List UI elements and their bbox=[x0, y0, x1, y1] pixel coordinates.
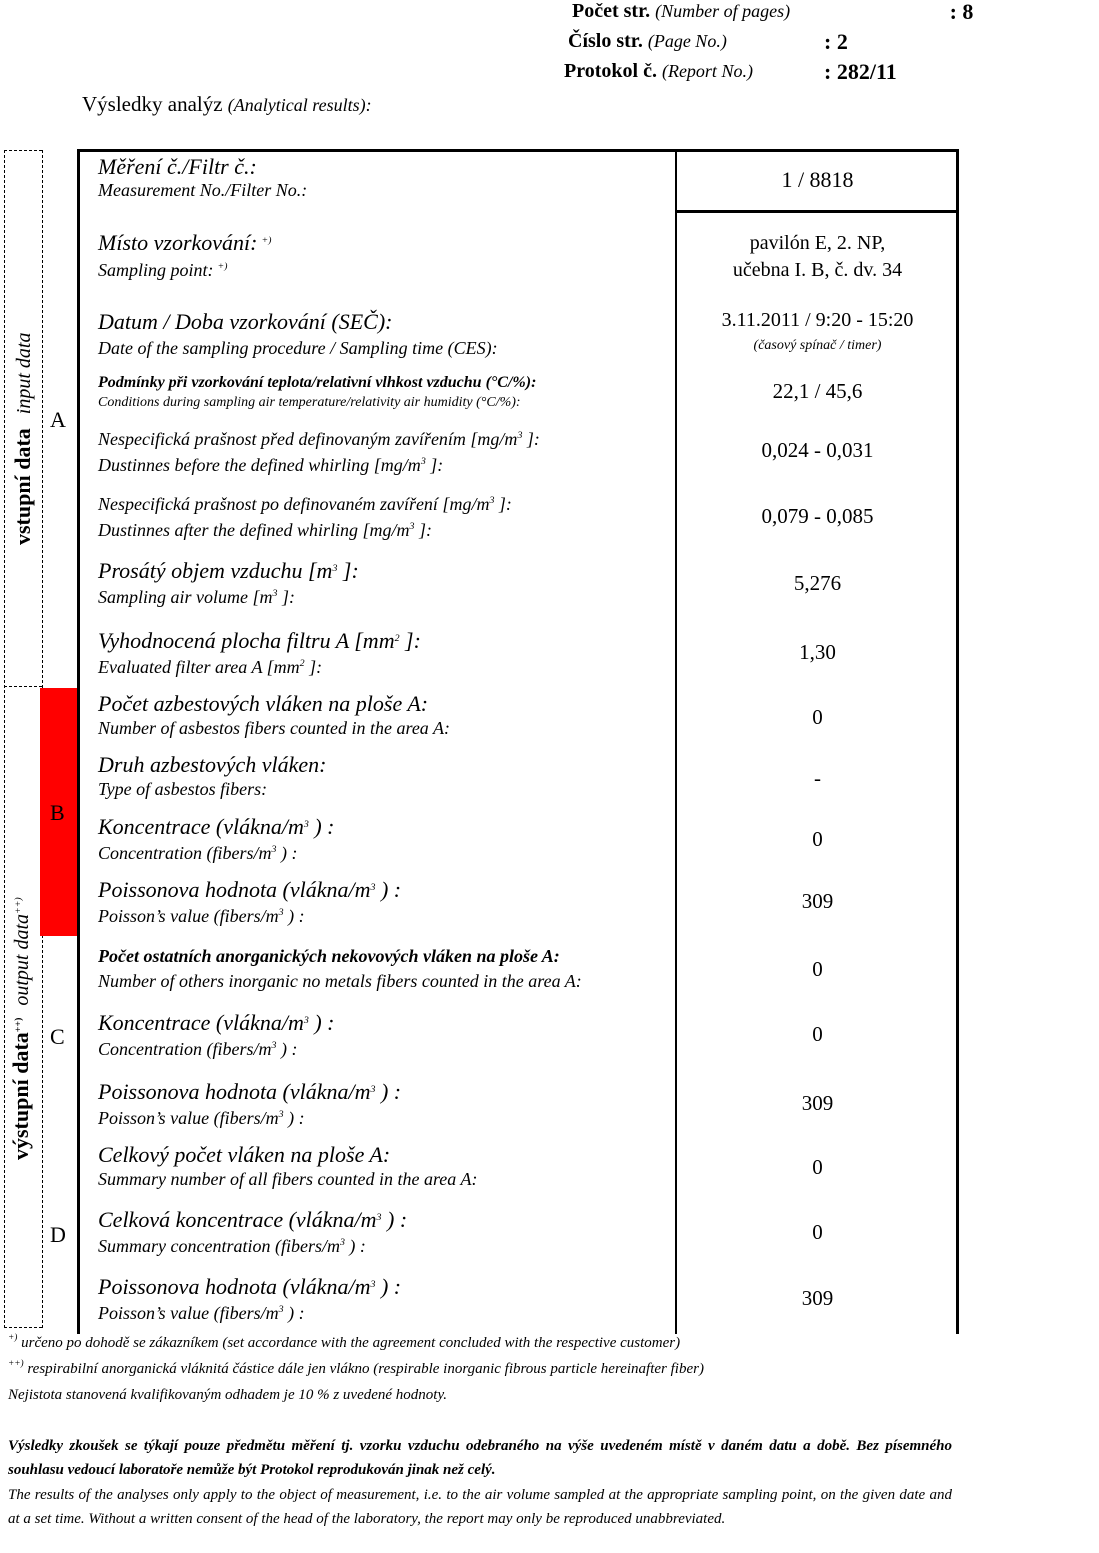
volume-en-sup: 3 bbox=[272, 587, 278, 599]
note-customer-sup: +) bbox=[8, 1333, 18, 1344]
results-title: Výsledky analýz bbox=[82, 92, 223, 116]
dust-after-cz-end: ]: bbox=[494, 494, 512, 514]
b-poisson-cz-end: ) : bbox=[375, 877, 402, 902]
pages-en: (Number of pages) bbox=[655, 1, 791, 21]
c-poisson-cz: Poissonova hodnota (vlákna/m bbox=[98, 1079, 371, 1104]
date-cz: Datum / Doba vzorkování (SEČ): bbox=[98, 309, 393, 334]
measurement-cz: Měření č./Filtr č.: bbox=[98, 154, 257, 179]
total-conc-cz-end: ) : bbox=[381, 1207, 408, 1232]
volume-value: 5,276 bbox=[793, 571, 842, 595]
page-no-label: Číslo str. bbox=[568, 30, 643, 52]
note-fiber bbox=[8, 1361, 704, 1378]
c-conc-en-sup: 3 bbox=[271, 1039, 277, 1051]
dust-before-en-sup: 3 bbox=[420, 455, 426, 467]
c-conc-en-end: ) : bbox=[276, 1039, 298, 1059]
d-poisson-en: Poisson’s value (fibers/m bbox=[98, 1303, 279, 1323]
note-fiber-text: respirabilní anorganická vláknitá částice dále jen vlákno (respirable inorganic fibrous particle hereinafter fiber) bbox=[23, 1361, 704, 1377]
conditions-value: 22,1 / 45,6 bbox=[772, 379, 863, 403]
date-note: (časový spínač / timer) bbox=[753, 338, 882, 353]
conditions-en: Conditions during sampling air temperature/relativity air humidity (°C/%): bbox=[98, 395, 521, 410]
total-concentration-value: 0 bbox=[812, 1220, 823, 1244]
section-divider-dash bbox=[4, 686, 42, 687]
b-concentration-row bbox=[98, 814, 668, 864]
total-count-value: 0 bbox=[812, 1155, 823, 1179]
frame-top-dash bbox=[4, 150, 42, 151]
d-poisson-cz-end: ) : bbox=[375, 1274, 402, 1299]
dust-before-row bbox=[98, 429, 668, 476]
group-a-label: A bbox=[50, 407, 66, 432]
report-en: (Report No.) bbox=[661, 61, 753, 81]
c-poisson-en-end: ) : bbox=[283, 1108, 305, 1128]
table-top-border bbox=[77, 149, 958, 152]
asbestos-type-cz: Druh azbestových vláken: bbox=[98, 752, 327, 777]
c-conc-cz-end: ) : bbox=[308, 1010, 335, 1035]
note-customer bbox=[8, 1335, 680, 1352]
asbestos-type-row bbox=[98, 752, 668, 800]
page-no-en: (Page No.) bbox=[647, 31, 727, 51]
d-poisson-cz: Poissonova hodnota (vlákna/m bbox=[98, 1274, 371, 1299]
b-poisson-en-sup: 3 bbox=[278, 906, 284, 918]
area-value: 1,30 bbox=[799, 640, 836, 664]
place-row bbox=[98, 230, 668, 281]
pages-label: Počet str. bbox=[572, 0, 651, 22]
area-cz-sup: 2 bbox=[394, 632, 400, 644]
asbestos-count-cz: Počet azbestových vláken na ploše A: bbox=[98, 691, 429, 716]
c-poisson-value: 309 bbox=[801, 1091, 834, 1115]
page-no-row bbox=[568, 30, 727, 53]
d-poisson-cz-sup: 3 bbox=[370, 1278, 376, 1290]
output-cz-sup: ++) bbox=[12, 1017, 24, 1033]
group-b-label: B bbox=[50, 800, 65, 825]
date-value: 3.11.2011 / 9:20 - 15:20 bbox=[721, 309, 914, 331]
area-cz: Vyhodnocená plocha filtru A [mm bbox=[98, 628, 395, 653]
volume-row bbox=[98, 558, 668, 608]
total-conc-en: Summary concentration (fibers/m bbox=[98, 1236, 340, 1256]
place-value-line2: učebna I. B, č. dv. 34 bbox=[732, 259, 903, 281]
dust-after-cz-sup: 3 bbox=[489, 494, 495, 506]
c-poisson-en: Poisson’s value (fibers/m bbox=[98, 1108, 279, 1128]
asbestos-type-value: - bbox=[814, 766, 821, 790]
group-d-label: D bbox=[50, 1222, 66, 1247]
place-en: Sampling point: bbox=[98, 260, 214, 280]
b-conc-en-end: ) : bbox=[276, 843, 298, 863]
output-en-sup: ++) bbox=[12, 897, 24, 914]
c-poisson-row bbox=[98, 1079, 668, 1129]
measurement-en: Measurement No./Filter No.: bbox=[98, 180, 308, 200]
dust-after-en-sup: 3 bbox=[409, 520, 415, 532]
input-cz: vstupní data bbox=[10, 428, 35, 545]
page-no-value: : 2 bbox=[824, 29, 848, 54]
other-count-cz: Počet ostatních anorganických nekovových vláken na ploše A: bbox=[98, 946, 560, 966]
place-en-sup: +) bbox=[217, 260, 228, 272]
asbestos-count-value: 0 bbox=[812, 705, 823, 729]
table-right-border bbox=[956, 149, 959, 1334]
asbestos-type-en: Type of asbestos fibers: bbox=[98, 779, 268, 799]
b-concentration-value: 0 bbox=[812, 827, 823, 851]
area-en-end: ]: bbox=[304, 657, 323, 677]
dust-before-value: 0,024 - 0,031 bbox=[761, 438, 874, 462]
place-cz: Místo vzorkování: bbox=[98, 230, 258, 255]
footer-cz: Výsledky zkoušek se týkají pouze předmětu měření tj. vzorku vzduchu odebraného na výše uvedeném místě v daném datu a době. Bez písemného souhlasu vedoucí laboratoře nemůže být Protokol reprodukován jinak než celý. bbox=[8, 1438, 952, 1478]
total-count-row bbox=[98, 1142, 668, 1190]
area-cz-end: ]: bbox=[399, 628, 421, 653]
volume-en-end: ]: bbox=[277, 587, 295, 607]
b-conc-en-sup: 3 bbox=[271, 843, 277, 855]
b-poisson-value: 309 bbox=[801, 889, 834, 913]
volume-cz-sup: 3 bbox=[332, 562, 338, 574]
output-cz: výstupní data bbox=[8, 1032, 33, 1160]
report-row bbox=[564, 60, 753, 83]
other-count-row bbox=[98, 946, 668, 992]
total-conc-en-end: ) : bbox=[344, 1236, 366, 1256]
place-value bbox=[680, 230, 955, 284]
c-conc-cz: Koncentrace (vlákna/m bbox=[98, 1010, 304, 1035]
dust-after-en: Dustinnes after the defined whirling [mg/m bbox=[98, 520, 410, 540]
dust-before-en-end: ]: bbox=[425, 455, 444, 475]
dust-before-cz-sup: 3 bbox=[517, 429, 523, 441]
outer-left-border bbox=[4, 150, 5, 1328]
place-value-line1: pavilón E, 2. NP, bbox=[749, 232, 886, 254]
measurement-row bbox=[98, 154, 668, 201]
c-conc-cz-sup: 3 bbox=[303, 1014, 309, 1026]
dust-before-en: Dustinnes before the defined whirling [mg/m bbox=[98, 455, 421, 475]
c-concentration-row bbox=[98, 1010, 668, 1060]
dust-after-value: 0,079 - 0,085 bbox=[761, 504, 874, 528]
report-value: : 282/11 bbox=[824, 59, 897, 84]
b-conc-cz-end: ) : bbox=[308, 814, 335, 839]
c-poisson-en-sup: 3 bbox=[278, 1108, 284, 1120]
b-poisson-cz-sup: 3 bbox=[370, 881, 376, 893]
volume-en: Sampling air volume [m bbox=[98, 587, 273, 607]
d-poisson-row bbox=[98, 1274, 668, 1324]
input-data-label bbox=[10, 333, 36, 545]
frame-bottom-dash bbox=[4, 1327, 42, 1328]
asbestos-count-en: Number of asbestos fibers counted in the area A: bbox=[98, 718, 450, 738]
asbestos-count-row bbox=[98, 691, 668, 739]
other-count-en: Number of others inorganic no metals fibers counted in the area A: bbox=[98, 971, 582, 991]
b-conc-cz-sup: 3 bbox=[303, 818, 309, 830]
dust-before-cz: Nespecifická prašnost před definovaným zavířením [mg/m bbox=[98, 429, 518, 449]
total-count-cz: Celkový počet vláken na ploše A: bbox=[98, 1142, 391, 1167]
dust-after-row bbox=[98, 494, 668, 541]
total-conc-en-sup: 3 bbox=[339, 1236, 345, 1248]
b-poisson-en-end: ) : bbox=[283, 906, 305, 926]
output-en: output data bbox=[11, 913, 33, 1006]
note-uncertainty: Nejistota stanovená kvalifikovaným odhadem je 10 % z uvedené hodnoty. bbox=[8, 1387, 448, 1403]
dust-before-cz-end: ]: bbox=[522, 429, 540, 449]
note-customer-text: určeno po dohodě se zákazníkem (set accordance with the agreement concluded with the respective customer) bbox=[17, 1335, 681, 1351]
measurement-row-border bbox=[677, 210, 958, 213]
footer-en: The results of the analyses only apply to the object of measurement, i.e. to the air volume sampled at the appropriate sampling point, on the given date and at a set time. Without a written consent of the head of the laboratory, the report may only be reproduced unabbreviated. bbox=[8, 1487, 952, 1527]
b-conc-cz: Koncentrace (vlákna/m bbox=[98, 814, 304, 839]
b-poisson-en: Poisson’s value (fibers/m bbox=[98, 906, 279, 926]
input-en: input data bbox=[13, 332, 35, 415]
results-title-row bbox=[82, 92, 372, 117]
b-poisson-row bbox=[98, 877, 668, 927]
date-en: Date of the sampling procedure / Sampling time (CES): bbox=[98, 338, 498, 358]
b-poisson-cz: Poissonova hodnota (vlákna/m bbox=[98, 877, 371, 902]
b-conc-en: Concentration (fibers/m bbox=[98, 843, 272, 863]
c-conc-en: Concentration (fibers/m bbox=[98, 1039, 272, 1059]
table-left-border bbox=[77, 149, 80, 1334]
area-en: Evaluated filter area A [mm bbox=[98, 657, 300, 677]
measurement-value: 1 / 8818 bbox=[781, 167, 854, 192]
other-count-value: 0 bbox=[812, 957, 823, 981]
table-middle-border bbox=[675, 149, 677, 1334]
total-conc-cz: Celková koncentrace (vlákna/m bbox=[98, 1207, 377, 1232]
c-poisson-cz-sup: 3 bbox=[370, 1083, 376, 1095]
d-poisson-value: 309 bbox=[801, 1286, 834, 1310]
conditions-row bbox=[98, 374, 668, 411]
d-poisson-en-sup: 3 bbox=[278, 1303, 284, 1315]
volume-cz: Prosátý objem vzduchu [m bbox=[98, 558, 333, 583]
dust-after-cz: Nespecifická prašnost po definovaném zavíření [mg/m bbox=[98, 494, 490, 514]
pages-row bbox=[572, 0, 790, 23]
c-poisson-cz-end: ) : bbox=[375, 1079, 402, 1104]
conditions-cz: Podmínky při vzorkování teplota/relativní vlhkost vzduchu (°C/%): bbox=[98, 374, 537, 391]
group-c-label: C bbox=[50, 1024, 65, 1049]
note-fiber-sup: ++) bbox=[8, 1359, 24, 1370]
c-concentration-value: 0 bbox=[812, 1022, 823, 1046]
d-poisson-en-end: ) : bbox=[283, 1303, 305, 1323]
pages-value: : 8 bbox=[949, 0, 974, 24]
area-en-sup: 2 bbox=[299, 657, 305, 669]
total-conc-cz-sup: 3 bbox=[376, 1211, 382, 1223]
report-label: Protokol č. bbox=[564, 60, 657, 82]
date-row bbox=[98, 309, 668, 359]
volume-cz-end: ]: bbox=[337, 558, 359, 583]
results-en: (Analytical results): bbox=[227, 95, 372, 115]
place-cz-sup: +) bbox=[261, 234, 272, 246]
area-row bbox=[98, 628, 668, 678]
dust-after-en-end: ]: bbox=[414, 520, 432, 540]
total-concentration-row bbox=[98, 1207, 668, 1257]
output-data-label bbox=[8, 897, 34, 1160]
total-count-en: Summary number of all fibers counted in the area A: bbox=[98, 1169, 478, 1189]
